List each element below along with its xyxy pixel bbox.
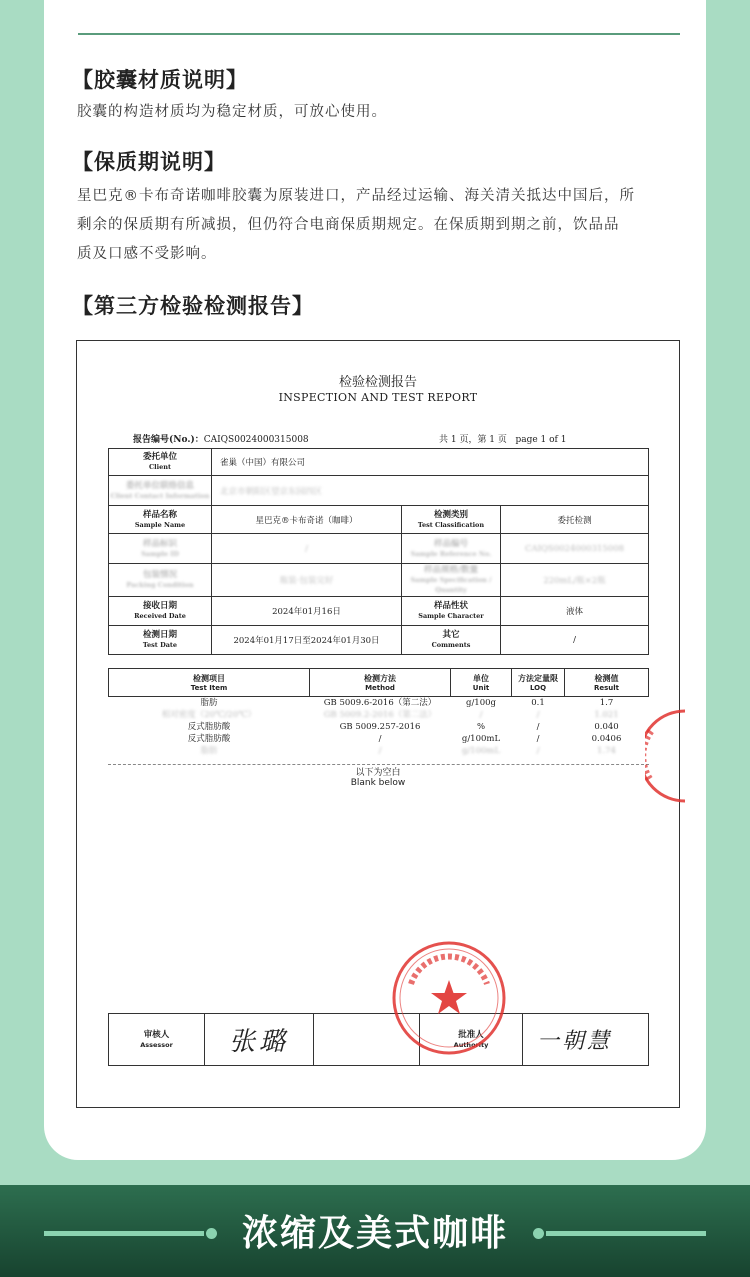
client-value: 雀巢（中国）有限公司 (212, 449, 649, 476)
result-unit: g/100mL (461, 746, 501, 756)
result-loq: / (536, 710, 540, 720)
result-method: GB 5009.2-2016（第二法） (323, 710, 437, 720)
spec-label: 样品规格/数量 Sample Specification / Quantity (402, 564, 501, 597)
sample-id-value: / (212, 534, 402, 564)
result-row (109, 709, 649, 721)
packing-value: 瓶装·包装完好 (212, 564, 402, 597)
result-method: GB 5009.257-2016 (339, 722, 421, 732)
result-item: 脂肪 (200, 698, 218, 708)
received-value: 2024年01月16日 (212, 597, 402, 626)
report-number-label: 报告编号(No.)： (133, 435, 204, 445)
received-label: 接收日期 Received Date (109, 597, 212, 626)
result-item: 脂肪 (200, 746, 218, 756)
result-result: 1.021 (594, 710, 619, 720)
result-method: GB 5009.6-2016（第二法） (323, 698, 437, 708)
comments-value: / (501, 626, 649, 655)
result-item: 相对密度（20℃/20℃） (161, 710, 257, 720)
report-title-cn: 检验检测报告 (338, 375, 417, 390)
authority-label: 批准人 Authority (420, 1014, 523, 1066)
result-result: 1.7 (599, 698, 614, 708)
character-label: 样品性状 Sample Character (402, 597, 501, 626)
result-item: 反式脂肪酸 (187, 734, 231, 744)
contact-value: 北京市朝阳区望京东园四区 (212, 476, 649, 506)
report-title-en: INSPECTION AND TEST REPORT (278, 391, 478, 404)
shelf-line: 剩余的保质期有所减损，但仍符合电商保质期规定。在保质期到期之前，饮品品 (77, 217, 620, 233)
sample-label: 样品名称 Sample Name (109, 506, 212, 534)
report-number-value: CAIQS0024000315008 (203, 435, 309, 445)
contact-label: 委托单位联络信息 Client Contact Information (109, 476, 212, 506)
report-document (76, 340, 680, 1108)
result-unit: g/100g (466, 698, 496, 708)
authority-signature: 一朝慧 (523, 1014, 649, 1066)
signature-table (108, 1013, 649, 1066)
footer-banner (0, 1185, 750, 1277)
blank-below-cn: 以下为空白 (355, 768, 401, 778)
result-unit: % (476, 722, 486, 732)
blank-below-en: Blank below (350, 778, 406, 788)
shelf-line: 质及口感不受影响。 (77, 246, 217, 262)
character-value: 液体 (501, 597, 649, 626)
shelf-heading: 【保质期说明】 (72, 150, 226, 174)
packing-label: 包装情况 Packing Condition (109, 564, 212, 597)
footer-dot-right (533, 1228, 544, 1239)
result-loq: / (536, 746, 540, 756)
result-result: 0.040 (594, 722, 619, 732)
sample-id-label: 样品标识 Sample ID (109, 534, 212, 564)
col-unit: 单位 Unit (451, 669, 512, 697)
comments-label: 其它 Comments (402, 626, 501, 655)
result-unit: g/100mL (461, 734, 501, 744)
report-number (133, 432, 309, 445)
report-heading: 【第三方检验检测报告】 (72, 294, 314, 318)
result-loq: 0.1 (531, 698, 545, 708)
class-label: 检测类别 Test Classification (402, 506, 501, 534)
inspection-seal-stamp (389, 938, 509, 1058)
results-table (108, 668, 649, 757)
capsule-text: 胶囊的构造材质均为稳定材质，可放心使用。 (77, 104, 387, 120)
result-loq: / (536, 734, 540, 744)
report-page: 共 1 页，第 1 页 page 1 of 1 (439, 435, 567, 445)
result-result: 1.74 (597, 746, 616, 756)
partial-seal-stamp (645, 701, 685, 811)
report-info-table (108, 448, 649, 655)
assessor-signature: 张璐 (205, 1014, 314, 1066)
footer-title: 浓缩及美式咖啡 (241, 1213, 508, 1254)
sample-ref-label: 样品编号 Sample Reference No. (402, 534, 501, 564)
result-row (109, 697, 649, 710)
result-result: 0.0406 (591, 734, 622, 744)
class-value: 委托检测 (501, 506, 649, 534)
capsule-heading: 【胶囊材质说明】 (72, 68, 248, 92)
client-label: 委托单位 Client (109, 449, 212, 476)
shelf-text (77, 182, 677, 269)
result-row (109, 733, 649, 745)
result-method: / (378, 746, 382, 756)
result-loq: / (536, 722, 540, 732)
result-row (109, 745, 649, 757)
top-divider (78, 33, 680, 35)
sample-ref-value: CAIQS0024000315008 (501, 534, 649, 564)
col-loq: 方法定量限 LOQ (512, 669, 565, 697)
shelf-line: 星巴克®卡布奇诺咖啡胶囊为原装进口，产品经过运输、海关清关抵达中国后，所 (77, 188, 635, 204)
result-item: 反式脂肪酸 (187, 722, 231, 732)
result-row (109, 721, 649, 733)
test-date-label: 检测日期 Test Date (109, 626, 212, 655)
sample-value: 星巴克®卡布奇诺（咖啡） (212, 506, 402, 534)
test-date-value: 2024年01月17日至2024年01月30日 (212, 626, 402, 655)
col-method: 检测方法 Method (310, 669, 451, 697)
footer-line-right (546, 1231, 706, 1236)
spec-value: 220mL/瓶×2瓶 (501, 564, 649, 597)
assessor-label: 审核人 Assessor (109, 1014, 205, 1066)
result-method: / (378, 734, 382, 744)
result-unit: / (479, 710, 483, 720)
col-result: 检测值 Result (565, 669, 649, 697)
col-item: 检测项目 Test Item (109, 669, 310, 697)
